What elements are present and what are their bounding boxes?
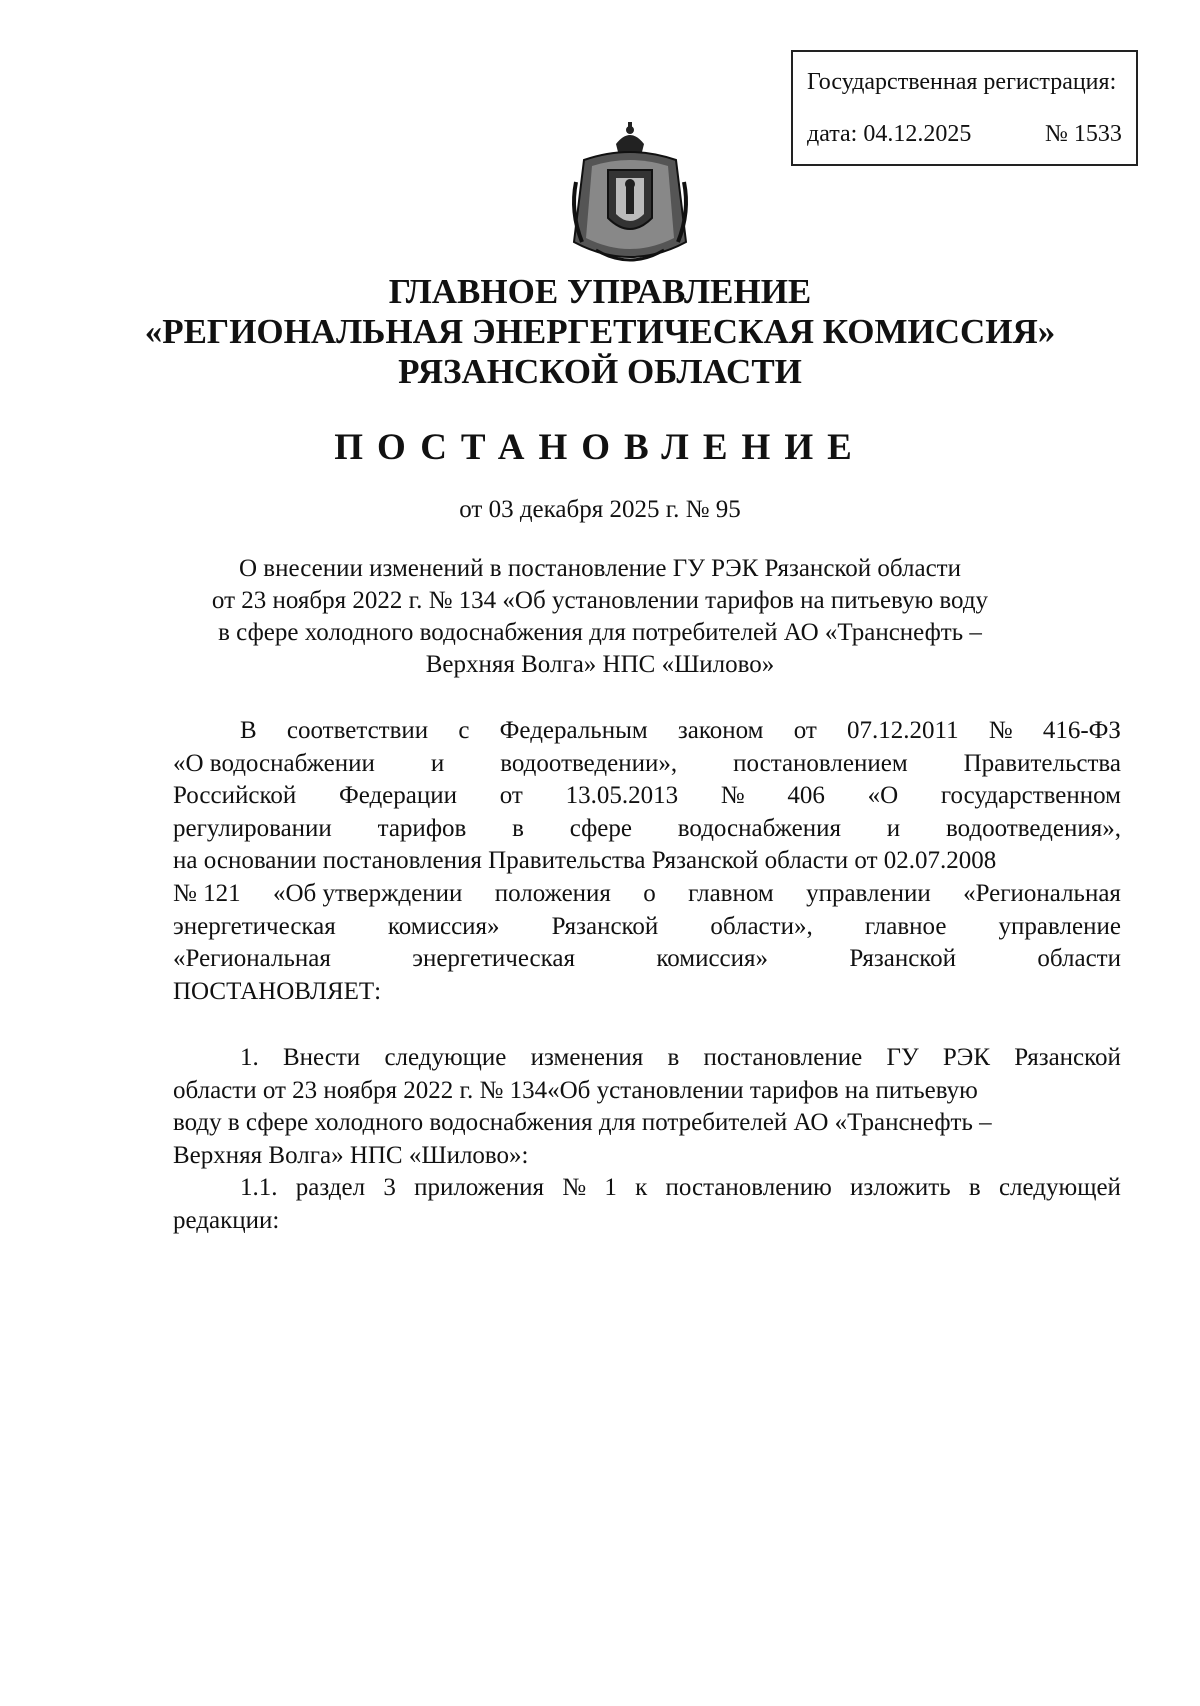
item-1-1-line-1: [173, 1172, 1121, 1205]
word: сфере: [569, 814, 632, 842]
subject-line-3: в сфере холодного водоснабжения для потребителей АО «Транснефть –: [218, 619, 982, 646]
word: 416-ФЗ: [1042, 717, 1121, 744]
word: постановлению: [665, 1174, 832, 1202]
word: 13.05.2013: [565, 782, 679, 810]
word: раздел: [295, 1174, 366, 1202]
word: соответствии: [286, 717, 429, 744]
preamble-line-6: [173, 878, 1121, 911]
word: водоотведения»,: [945, 814, 1121, 842]
word: «Региональная: [173, 945, 331, 973]
item-1-line-1: [173, 1042, 1121, 1075]
word: Правительства: [963, 749, 1121, 777]
word: регулировании: [173, 814, 332, 842]
word: Федеральным: [499, 717, 648, 744]
word: комиссия»: [656, 945, 769, 973]
word: в: [512, 814, 524, 842]
word: 3: [383, 1174, 396, 1202]
subject-line-2: от 23 ноября 2022 г. № 134 «Об установлении тарифов на питьевую воду: [211, 587, 989, 614]
word: следующей: [998, 1174, 1121, 1202]
word: в: [667, 1044, 680, 1071]
word: и: [886, 814, 901, 842]
word: главное: [864, 912, 947, 940]
word: государственном: [940, 782, 1121, 810]
heading-line-3: РЯЗАНСКОЙ ОБЛАСТИ: [398, 352, 802, 391]
item-1-line-4: Верхняя Волга» НПС «Шилово»:: [173, 1141, 529, 1169]
preamble-line-3: [173, 780, 1121, 813]
word: «Об утверждении: [272, 879, 463, 907]
word: законом: [677, 717, 764, 744]
word: В: [240, 717, 257, 744]
word: управление: [998, 912, 1121, 940]
word: с: [458, 717, 470, 744]
word: Рязанской: [551, 912, 659, 940]
word: водоснабжения: [677, 814, 842, 842]
word: 1: [604, 1174, 617, 1202]
word: Внести: [283, 1044, 361, 1071]
preamble-line-7: [173, 911, 1121, 944]
word: постановлением: [733, 749, 908, 777]
word: №: [988, 717, 1013, 744]
word: следующие: [384, 1044, 507, 1071]
word: ГУ: [886, 1044, 919, 1071]
word: 07.12.2011: [847, 717, 959, 744]
item-1-paragraph: [173, 1042, 1121, 1238]
registration-number: № 1533: [1045, 121, 1122, 147]
word: о: [643, 879, 656, 907]
word: главном: [688, 879, 774, 907]
preamble-line-8: [173, 943, 1121, 976]
registration-date: дата: 04.12.2025: [807, 121, 972, 147]
word: водоотведении»,: [500, 749, 678, 777]
word: «О: [867, 782, 899, 810]
word: №: [562, 1174, 587, 1202]
item-1-line-3: воду в сфере холодного водоснабжения для потребителей АО «Транснефть –: [173, 1109, 992, 1137]
item-1-line-2: области от 23 ноября 2022 г. № 134«Об установлении тарифов на питьевую: [173, 1076, 978, 1104]
preamble-line-1: [173, 715, 1121, 748]
word: области»,: [710, 912, 813, 940]
heading-line-1: ГЛАВНОЕ УПРАВЛЕНИЕ: [388, 272, 812, 311]
document-subject: [120, 553, 1080, 681]
preamble-paragraph: [173, 715, 1121, 1008]
word: комиссия»: [387, 912, 500, 940]
word: в: [968, 1174, 981, 1202]
word: Рязанской: [1014, 1044, 1121, 1071]
word: управлении: [806, 879, 931, 907]
word: положения: [494, 879, 611, 907]
heading-line-2: «РЕГИОНАЛЬНАЯ ЭНЕРГЕТИЧЕСКАЯ КОМИССИЯ»: [144, 312, 1056, 351]
preamble-line-9: ПОСТАНОВЛЯЕТ:: [173, 977, 382, 1005]
document-date-number: от 03 декабря 2025 г. № 95: [459, 496, 741, 523]
word: Федерации: [338, 782, 458, 810]
word: изложить: [850, 1174, 951, 1202]
word: постановление: [703, 1044, 863, 1071]
word: области: [1037, 945, 1121, 973]
document-type: ПОСТАНОВЛЕНИЕ: [334, 427, 866, 468]
registration-stamp: [791, 50, 1138, 166]
word: 1.1.: [240, 1174, 278, 1202]
word: изменения: [530, 1044, 644, 1071]
word: № 121: [173, 879, 241, 907]
word: к: [635, 1174, 648, 1202]
subject-line-4: Верхняя Волга» НПС «Шилово»: [425, 651, 775, 678]
word: Рязанской: [849, 945, 957, 973]
preamble-line-4: [173, 813, 1121, 846]
word: энергетическая: [173, 912, 336, 940]
word: приложения: [414, 1174, 544, 1202]
subject-line-1: О внесении изменений в постановление ГУ РЭК Рязанской области: [239, 555, 961, 582]
word: тарифов: [377, 814, 467, 842]
word: Российской: [173, 782, 297, 810]
word: «О водоснабжении: [173, 749, 375, 777]
word: 1.: [240, 1044, 259, 1071]
word: 406: [787, 782, 825, 810]
preamble-line-5: на основании постановления Правительства Рязанской области от 02.07.2008: [173, 847, 997, 875]
word: «Региональная: [963, 879, 1121, 907]
preamble-line-2: [173, 748, 1121, 781]
registration-title: Государственная регистрация:: [807, 69, 1117, 95]
word: РЭК: [942, 1044, 990, 1071]
item-1-1-line-2: редакции:: [173, 1206, 280, 1234]
ryazan-coat-of-arms-icon: [566, 122, 694, 272]
word: и: [430, 749, 445, 777]
word: от: [499, 782, 523, 810]
authority-heading: [120, 272, 1080, 392]
word: энергетическая: [412, 945, 575, 973]
word: №: [720, 782, 745, 810]
word: от: [793, 717, 817, 744]
